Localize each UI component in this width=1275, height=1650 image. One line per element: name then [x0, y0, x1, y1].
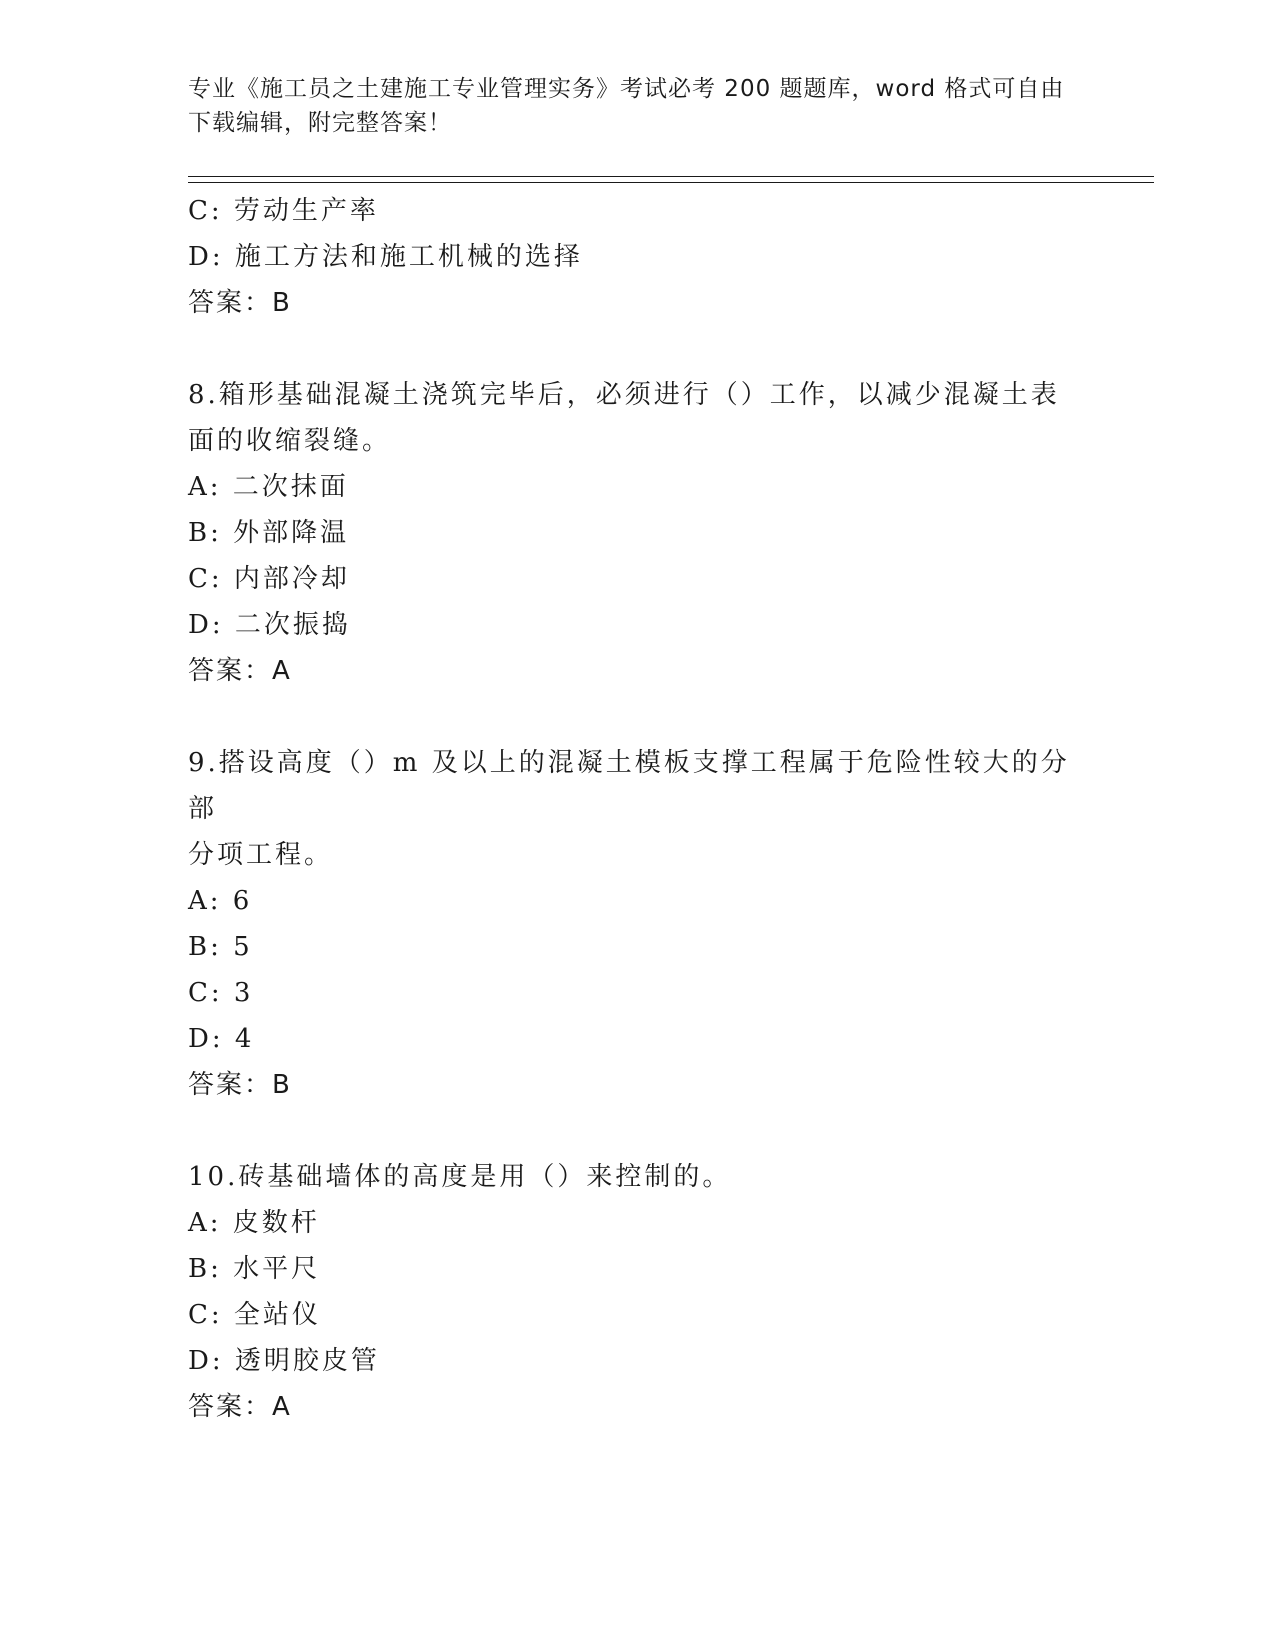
- spacer: [188, 694, 1088, 740]
- option-a: A: 6: [188, 886, 253, 916]
- option-a: A: 二次抹面: [188, 472, 349, 502]
- option-d: D: 二次振捣: [188, 610, 351, 640]
- question-list: [188, 188, 1088, 1430]
- option-c: C: 劳动生产率: [188, 196, 379, 226]
- option-c: C: 全站仪: [188, 1300, 321, 1330]
- header-line-2: 下载编辑，附完整答案！: [188, 110, 452, 136]
- option-b: B: 外部降温: [188, 518, 350, 548]
- option-d: D: 施工方法和施工机械的选择: [188, 242, 583, 272]
- header-divider-top: [188, 176, 1154, 177]
- answer-line: 答案：A: [188, 656, 292, 686]
- question-text-line-2: 分项工程。: [188, 840, 334, 870]
- answer-line: 答案：B: [188, 288, 292, 318]
- document-header: [188, 72, 1068, 140]
- question-8: [188, 372, 1088, 694]
- answer-line: 答案：B: [188, 1070, 292, 1100]
- spacer: [188, 1108, 1088, 1154]
- option-b: B: 水平尺: [188, 1254, 321, 1284]
- option-c: C: 内部冷却: [188, 564, 350, 594]
- question-text-line-1: 8.箱形基础混凝土浇筑完毕后，必须进行（）工作，以减少混凝土表: [188, 380, 1060, 410]
- option-d: D: 透明胶皮管: [188, 1346, 380, 1376]
- question-text-line-2: 面的收缩裂缝。: [188, 426, 392, 456]
- option-c: C: 3: [188, 978, 254, 1008]
- question-10: [188, 1154, 1088, 1430]
- spacer: [188, 326, 1088, 372]
- question-text-line-1: 9.搭设高度（）m 及以上的混凝土模板支撑工程属于危险性较大的分部: [188, 748, 1070, 824]
- option-d: D: 4: [188, 1024, 255, 1054]
- header-line-1: 专业《施工员之土建施工专业管理实务》考试必考 200 题题库，word 格式可自由: [188, 76, 1065, 102]
- answer-line: 答案：A: [188, 1392, 292, 1422]
- header-divider-bottom: [188, 182, 1154, 183]
- continued-question: [188, 188, 1088, 326]
- option-a: A: 皮数杆: [188, 1208, 320, 1238]
- question-text-line-1: 10.砖基础墙体的高度是用（）来控制的。: [188, 1162, 732, 1192]
- option-b: B: 5: [188, 932, 253, 962]
- question-9: [188, 740, 1088, 1108]
